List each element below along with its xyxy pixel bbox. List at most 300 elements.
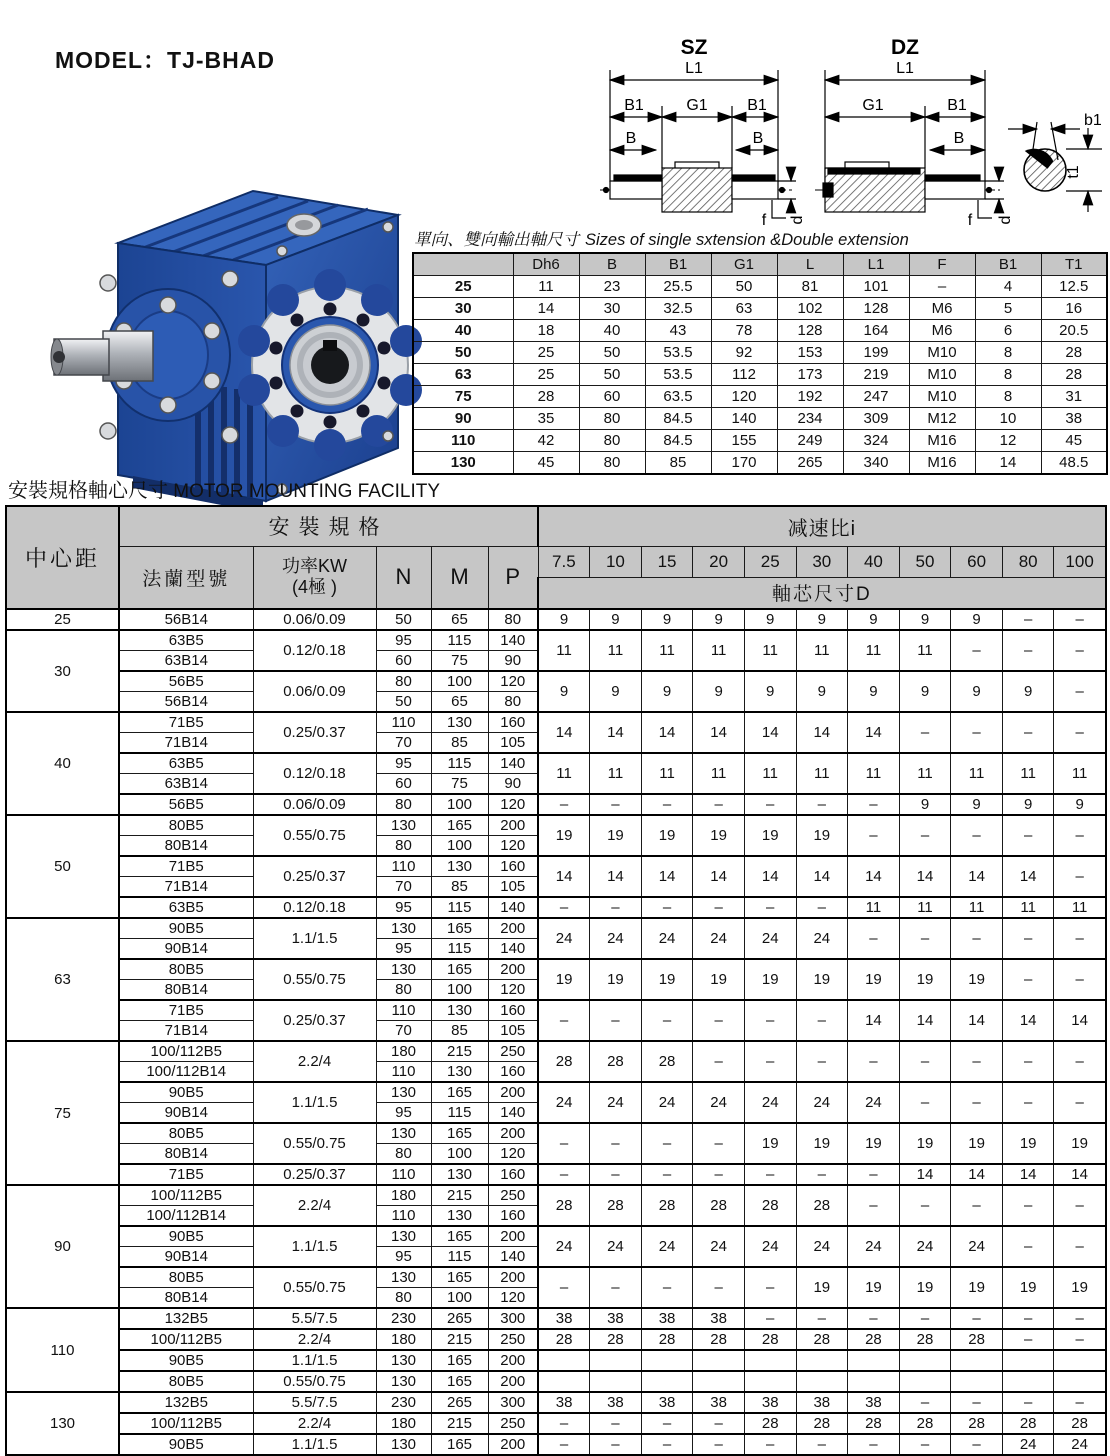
model-label: MODEL：TJ-BHAD: [55, 47, 275, 73]
n-value-cell: 80: [376, 1144, 431, 1165]
shaft-d-cell: 9: [1054, 794, 1106, 815]
shaft-d-cell: 28: [1002, 1413, 1054, 1434]
shaft-d-cell: –: [848, 1041, 900, 1082]
shaft-d-cell: –: [1054, 1041, 1106, 1082]
m-value-cell: 130: [431, 712, 488, 733]
p-value-cell: 120: [488, 836, 538, 857]
p-value-cell: 200: [488, 815, 538, 836]
shaft-d-cell: 9: [538, 671, 590, 712]
n-value-cell: 60: [376, 774, 431, 795]
n-value-cell: 110: [376, 856, 431, 877]
m-value-cell: 100: [431, 794, 488, 815]
shaft-d-cell: 14: [899, 1000, 951, 1041]
dim-value-cell: M10: [909, 364, 975, 386]
p-value-cell: 120: [488, 1144, 538, 1165]
n-value-cell: 95: [376, 939, 431, 960]
shaft-d-cell: 14: [1002, 1164, 1054, 1185]
shaft-d-cell: 24: [796, 918, 848, 959]
dim-value-cell: 192: [777, 386, 843, 408]
shaft-d-cell: 24: [538, 1082, 590, 1123]
shaft-d-cell: –: [951, 815, 1003, 856]
shaft-d-cell: 11: [899, 753, 951, 794]
shaft-d-cell: 14: [848, 856, 900, 897]
dim-value-cell: 92: [711, 342, 777, 364]
m-value-cell: 165: [431, 1267, 488, 1288]
dim-value-cell: 155: [711, 430, 777, 452]
flange-model-cell: 63B5: [119, 630, 253, 651]
flange-model-cell: 80B5: [119, 1267, 253, 1288]
shaft-d-cell: 28: [848, 1413, 900, 1434]
shaft-d-cell: 19: [744, 959, 796, 1000]
p-value-cell: 160: [488, 1206, 538, 1227]
shaft-d-cell: 11: [1054, 753, 1106, 794]
table-row: [6, 1413, 1106, 1434]
dim-value-cell: 8: [975, 386, 1041, 408]
shaft-d-cell: –: [796, 794, 848, 815]
m-value-cell: 85: [431, 733, 488, 754]
flange-model-cell: 100/112B5: [119, 1413, 253, 1434]
shaft-d-cell: 19: [951, 1267, 1003, 1308]
m-value-cell: 115: [431, 1247, 488, 1268]
n-value-cell: 130: [376, 1226, 431, 1247]
table-row: [6, 959, 1106, 980]
ratio-header-cell: 7.5: [538, 546, 590, 577]
shaft-d-cell: 24: [1002, 1434, 1054, 1455]
shaft-d-cell: –: [848, 1308, 900, 1329]
m-value-cell: 265: [431, 1392, 488, 1413]
m-value-cell: 115: [431, 753, 488, 774]
shaft-d-cell: 28: [951, 1329, 1003, 1350]
table-row: [6, 1226, 1106, 1247]
flange-model-cell: 71B5: [119, 1164, 253, 1185]
m-value-cell: 85: [431, 1021, 488, 1042]
shaft-d-cell: –: [641, 1000, 693, 1041]
dim-value-cell: 6: [975, 320, 1041, 342]
table-row: [6, 794, 1106, 815]
dz-b1-label: B1: [947, 97, 967, 114]
shaft-d-cell: 11: [744, 753, 796, 794]
shaft-d-cell: 38: [693, 1308, 745, 1329]
shaft-d-cell: –: [1054, 918, 1106, 959]
shaft-d-cell: –: [848, 1164, 900, 1185]
shaft-d-cell: 9: [1002, 794, 1054, 815]
shaft-d-cell: –: [1002, 1041, 1054, 1082]
center-distance-cell: 110: [6, 1308, 119, 1392]
shaft-d-cell: 28: [899, 1413, 951, 1434]
n-value-cell: 110: [376, 712, 431, 733]
table-row: [6, 815, 1106, 836]
power-kw-cell: 1.1/1.5: [253, 1434, 376, 1455]
dim-table-row: [413, 320, 1107, 342]
shaft-d-cell: –: [899, 1392, 951, 1413]
dim-value-cell: 153: [777, 342, 843, 364]
dz-g1-label: G1: [862, 97, 884, 114]
shaft-d-cell: [1002, 1371, 1054, 1392]
dim-value-cell: 63.5: [645, 386, 711, 408]
shaft-d-cell: 9: [1002, 671, 1054, 712]
m-value-cell: 165: [431, 1350, 488, 1371]
shaft-d-cell: 9: [899, 609, 951, 630]
m-value-cell: 115: [431, 1103, 488, 1124]
shaft-d-cell: 9: [590, 609, 642, 630]
dim-header-cell: L1: [843, 253, 909, 276]
shaft-d-cell: 14: [641, 856, 693, 897]
dim-value-cell: 128: [843, 298, 909, 320]
table-row: [6, 609, 1106, 630]
shaft-d-cell: –: [899, 712, 951, 753]
p-value-cell: 200: [488, 1267, 538, 1288]
shaft-d-cell: –: [590, 1434, 642, 1455]
flange-model-cell: 100/112B5: [119, 1041, 253, 1062]
shaft-d-cell: 9: [744, 609, 796, 630]
shaft-d-cell: 11: [590, 630, 642, 671]
power-kw-cell: 1.1/1.5: [253, 1082, 376, 1123]
shaft-d-cell: –: [899, 1082, 951, 1123]
center-distance-cell: 30: [6, 630, 119, 712]
center-distance-cell: 50: [6, 815, 119, 918]
n-value-cell: 130: [376, 1371, 431, 1392]
power-kw-cell: 0.25/0.37: [253, 1164, 376, 1185]
header-power: [253, 546, 376, 609]
shaft-d-cell: 24: [1054, 1434, 1106, 1455]
shaft-d-cell: –: [744, 1267, 796, 1308]
shaft-d-cell: 14: [1002, 856, 1054, 897]
shaft-d-cell: [693, 1371, 745, 1392]
shaft-d-cell: –: [951, 918, 1003, 959]
dim-value-cell: 102: [777, 298, 843, 320]
dim-value-cell: 101: [843, 276, 909, 298]
size-label-cell: 25: [413, 276, 513, 298]
n-value-cell: 230: [376, 1392, 431, 1413]
n-value-cell: 95: [376, 753, 431, 774]
shaft-d-cell: –: [538, 1000, 590, 1041]
shaft-d-cell: –: [744, 1041, 796, 1082]
shaft-d-cell: 24: [848, 1226, 900, 1267]
shaft-d-cell: 11: [693, 753, 745, 794]
dim-value-cell: 12.5: [1041, 276, 1107, 298]
shaft-d-cell: 19: [899, 1123, 951, 1164]
shaft-d-cell: –: [538, 794, 590, 815]
table-row: [6, 918, 1106, 939]
shaft-d-cell: 38: [590, 1392, 642, 1413]
main-title-zh: 安裝規格軸心尺寸: [8, 480, 168, 502]
shaft-d-cell: –: [744, 1434, 796, 1455]
shaft-d-cell: –: [1054, 712, 1106, 753]
flange-model-cell: 80B14: [119, 1288, 253, 1309]
shaft-d-cell: –: [1054, 671, 1106, 712]
shaft-d-cell: –: [590, 1123, 642, 1164]
shaft-d-cell: –: [1002, 712, 1054, 753]
shaft-d-cell: [744, 1371, 796, 1392]
shaft-d-cell: [641, 1371, 693, 1392]
shaft-d-cell: –: [538, 897, 590, 918]
power-kw-cell: 0.55/0.75: [253, 959, 376, 1000]
dim-value-cell: 50: [711, 276, 777, 298]
shaft-d-cell: –: [796, 1000, 848, 1041]
gearbox-photo: [48, 93, 394, 471]
dim-table-row: [413, 276, 1107, 298]
m-value-cell: 130: [431, 1206, 488, 1227]
shaft-d-cell: 14: [538, 856, 590, 897]
shaft-d-cell: 38: [538, 1308, 590, 1329]
shaft-d-cell: 9: [538, 609, 590, 630]
shaft-d-cell: 9: [641, 609, 693, 630]
m-value-cell: 265: [431, 1308, 488, 1329]
m-value-cell: 165: [431, 1371, 488, 1392]
shaft-d-cell: 19: [899, 959, 951, 1000]
filler-plug: [287, 214, 321, 236]
shaft-d-cell: –: [848, 794, 900, 815]
p-value-cell: 105: [488, 733, 538, 754]
shaft-d-cell: –: [641, 794, 693, 815]
n-value-cell: 130: [376, 959, 431, 980]
flange-model-cell: 63B14: [119, 774, 253, 795]
m-value-cell: 115: [431, 939, 488, 960]
p-value-cell: 160: [488, 1000, 538, 1021]
table-row: [6, 1123, 1106, 1144]
detail-t1-label: t1: [1065, 165, 1082, 179]
table-row: [6, 1185, 1106, 1206]
shaft-d-cell: 24: [641, 918, 693, 959]
ratio-header-cell: 25: [744, 546, 796, 577]
shaft-d-cell: 14: [538, 712, 590, 753]
flange-model-cell: 71B5: [119, 856, 253, 877]
power-kw-cell: 2.2/4: [253, 1329, 376, 1350]
shaft-d-cell: 28: [796, 1185, 848, 1226]
p-value-cell: 90: [488, 774, 538, 795]
shaft-d-cell: –: [899, 918, 951, 959]
dim-value-cell: 249: [777, 430, 843, 452]
flange-model-cell: 90B14: [119, 939, 253, 960]
size-label-cell: 30: [413, 298, 513, 320]
dim-value-cell: 48.5: [1041, 452, 1107, 475]
dz-diagram: [815, 70, 1004, 218]
center-distance-cell: 75: [6, 1041, 119, 1185]
dim-value-cell: –: [909, 276, 975, 298]
shaft-d-cell: 14: [590, 712, 642, 753]
m-value-cell: 75: [431, 774, 488, 795]
dim-value-cell: 164: [843, 320, 909, 342]
dim-value-cell: 18: [513, 320, 579, 342]
flange-model-cell: 90B5: [119, 1350, 253, 1371]
dim-value-cell: 80: [579, 430, 645, 452]
shaft-d-cell: 14: [1002, 1000, 1054, 1041]
n-value-cell: 80: [376, 671, 431, 692]
dim-value-cell: 45: [513, 452, 579, 475]
p-value-cell: 120: [488, 671, 538, 692]
dim-value-cell: 53.5: [645, 342, 711, 364]
shaft-d-cell: –: [951, 1308, 1003, 1329]
n-value-cell: 80: [376, 980, 431, 1001]
dim-value-cell: 25: [513, 364, 579, 386]
shaft-d-cell: –: [538, 1413, 590, 1434]
shaft-d-cell: –: [641, 1413, 693, 1434]
shaft-d-cell: [1002, 1350, 1054, 1371]
shaft-d-cell: –: [1002, 815, 1054, 856]
shaft-d-cell: –: [848, 1185, 900, 1226]
n-value-cell: 110: [376, 1062, 431, 1083]
header-center-distance: 中心距: [6, 506, 119, 609]
dim-header-cell: F: [909, 253, 975, 276]
shaft-d-cell: –: [1054, 609, 1106, 630]
dim-value-cell: 28: [1041, 364, 1107, 386]
flange-model-cell: 56B5: [119, 671, 253, 692]
power-kw-cell: 0.06/0.09: [253, 671, 376, 712]
dz-l1-label: L1: [896, 60, 914, 77]
p-value-cell: 105: [488, 1021, 538, 1042]
table-row: [6, 897, 1106, 918]
flange-model-cell: 80B14: [119, 980, 253, 1001]
shaft-d-cell: –: [590, 1267, 642, 1308]
table-row: [6, 1350, 1106, 1371]
n-value-cell: 130: [376, 1434, 431, 1455]
flange-model-cell: 132B5: [119, 1308, 253, 1329]
shaft-d-cell: –: [899, 1308, 951, 1329]
flange-model-cell: 100/112B5: [119, 1329, 253, 1350]
flange-model-cell: 71B5: [119, 712, 253, 733]
sz-d-label: d: [789, 215, 806, 225]
shaft-d-cell: 9: [693, 671, 745, 712]
dim-value-cell: 85: [645, 452, 711, 475]
flange-model-cell: 63B5: [119, 753, 253, 774]
shaft-d-cell: 19: [1002, 1123, 1054, 1164]
shaft-d-cell: 38: [693, 1392, 745, 1413]
header-m: M: [431, 546, 488, 609]
shaft-d-cell: –: [899, 815, 951, 856]
dim-value-cell: 11: [513, 276, 579, 298]
header-ratio: 减速比i: [538, 506, 1106, 546]
shaft-d-cell: 19: [744, 815, 796, 856]
ratio-header-cell: 50: [899, 546, 951, 577]
p-value-cell: 140: [488, 897, 538, 918]
shaft-d-cell: 28: [744, 1329, 796, 1350]
dim-value-cell: 14: [513, 298, 579, 320]
sz-b-right-label: B: [752, 130, 764, 147]
dim-value-cell: 20.5: [1041, 320, 1107, 342]
p-value-cell: 80: [488, 609, 538, 630]
shaft-d-cell: –: [1002, 609, 1054, 630]
shaft-d-cell: –: [538, 1123, 590, 1164]
dim-value-cell: 219: [843, 364, 909, 386]
sz-l1-label: L1: [685, 60, 703, 77]
p-value-cell: 200: [488, 918, 538, 939]
sz-f-label: f: [761, 212, 767, 229]
shaft-d-cell: 28: [848, 1329, 900, 1350]
p-value-cell: 200: [488, 1371, 538, 1392]
p-value-cell: 140: [488, 630, 538, 651]
shaft-d-cell: 28: [590, 1041, 642, 1082]
shaft-d-cell: –: [848, 918, 900, 959]
shaft-d-cell: –: [1054, 856, 1106, 897]
shaft-d-cell: 9: [848, 671, 900, 712]
shaft-d-cell: –: [641, 1123, 693, 1164]
n-value-cell: 230: [376, 1308, 431, 1329]
dim-value-cell: 63: [711, 298, 777, 320]
ratio-header-cell: 10: [590, 546, 642, 577]
dim-value-cell: 128: [777, 320, 843, 342]
shaft-d-cell: 24: [538, 1226, 590, 1267]
dim-header-cell: Dh6: [513, 253, 579, 276]
dim-value-cell: 324: [843, 430, 909, 452]
p-value-cell: 105: [488, 877, 538, 898]
shaft-d-cell: –: [693, 1413, 745, 1434]
shaft-d-cell: –: [538, 1267, 590, 1308]
shaft-d-cell: –: [1002, 1329, 1054, 1350]
dim-value-cell: M6: [909, 320, 975, 342]
size-label-cell: 90: [413, 408, 513, 430]
flange-model-cell: 80B14: [119, 1144, 253, 1165]
shaft-d-cell: –: [951, 1392, 1003, 1413]
flange-model-cell: 100/112B14: [119, 1206, 253, 1227]
shaft-d-cell: 9: [899, 794, 951, 815]
n-value-cell: 180: [376, 1329, 431, 1350]
power-kw-cell: 1.1/1.5: [253, 1350, 376, 1371]
dim-value-cell: 309: [843, 408, 909, 430]
table-row: [6, 1267, 1106, 1288]
shaft-d-cell: 14: [693, 712, 745, 753]
shaft-d-cell: –: [641, 1164, 693, 1185]
shaft-d-cell: 11: [538, 753, 590, 794]
shaft-d-cell: –: [693, 1434, 745, 1455]
shaft-d-cell: 28: [538, 1041, 590, 1082]
main-title-en: MOTOR MOUNTING FACILITY: [173, 481, 440, 502]
p-value-cell: 80: [488, 692, 538, 713]
dim-value-cell: 16: [1041, 298, 1107, 320]
flange-model-cell: 90B5: [119, 1226, 253, 1247]
shaft-d-cell: –: [744, 1308, 796, 1329]
dim-value-cell: 50: [579, 342, 645, 364]
shaft-d-cell: –: [744, 1000, 796, 1041]
table-row: [6, 1329, 1106, 1350]
p-value-cell: 200: [488, 1123, 538, 1144]
main-table-title: [8, 474, 440, 503]
power-kw-cell: 1.1/1.5: [253, 1226, 376, 1267]
shaft-d-cell: –: [641, 1267, 693, 1308]
p-value-cell: 90: [488, 651, 538, 672]
shaft-d-cell: 19: [744, 1123, 796, 1164]
p-value-cell: 160: [488, 856, 538, 877]
flange-model-cell: 90B14: [119, 1247, 253, 1268]
m-value-cell: 100: [431, 1144, 488, 1165]
dim-header-cell: T1: [1041, 253, 1107, 276]
shaft-d-cell: –: [1054, 630, 1106, 671]
power-kw-cell: 0.55/0.75: [253, 1267, 376, 1308]
n-value-cell: 180: [376, 1413, 431, 1434]
shaft-d-cell: 9: [951, 609, 1003, 630]
shaft-d-cell: 24: [641, 1082, 693, 1123]
shaft-d-cell: [590, 1350, 642, 1371]
shaft-d-cell: 11: [796, 630, 848, 671]
m-value-cell: 215: [431, 1185, 488, 1206]
flange-model-cell: 71B14: [119, 733, 253, 754]
dim-value-cell: 247: [843, 386, 909, 408]
shaft-d-cell: –: [590, 794, 642, 815]
table-row: [6, 1434, 1106, 1455]
ratio-header-cell: 100: [1054, 546, 1106, 577]
shaft-d-cell: –: [1054, 1226, 1106, 1267]
shaft-d-cell: 28: [744, 1185, 796, 1226]
dim-value-cell: 340: [843, 452, 909, 475]
m-value-cell: 100: [431, 1288, 488, 1309]
p-value-cell: 160: [488, 1164, 538, 1185]
shaft-d-cell: 11: [1002, 753, 1054, 794]
shaft-d-cell: 11: [951, 753, 1003, 794]
center-distance-cell: 25: [6, 609, 119, 630]
p-value-cell: 300: [488, 1392, 538, 1413]
shaft-d-cell: 11: [590, 753, 642, 794]
dim-value-cell: 120: [711, 386, 777, 408]
shaft-d-cell: 19: [693, 959, 745, 1000]
